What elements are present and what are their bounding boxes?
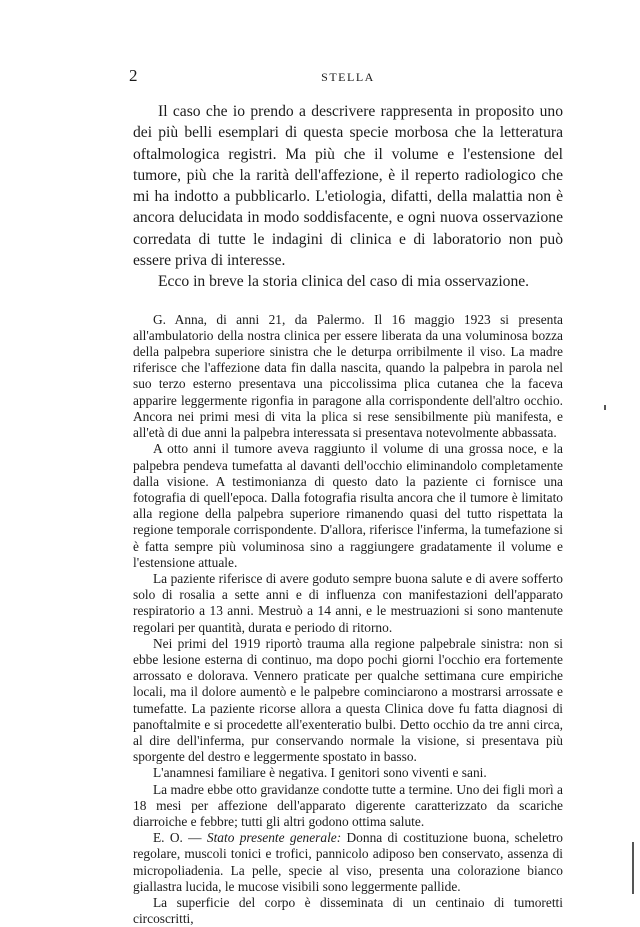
intro-section — [133, 101, 563, 293]
case-paragraph: G. Anna, di anni 21, da Palermo. Il 16 maggio 1923 si presenta all'ambulatorio della nostra clinica per essere liberata da una voluminosa bozza della palpebra superiore sinistra che le deturpa orribilmente il viso. La madre riferisce che l'affezione data fin dalla nascita, quando la palpebra in parola nel suo terzo esterno presentava una piccolissima plica cutanea che la faceva apparire leggermente rigonfia in paragone alla corrispondente dell'altro occhio. Ancora nei primi mesi di vita la plica si rese sensibilmente più manifesta, e all'età di due anni la palpebra interessata si presentava notevolmente abbassata. — [133, 311, 563, 441]
intro-paragraph: Ecco in breve la storia clinica del caso di mia osservazione. — [158, 273, 530, 291]
scan-mark — [632, 842, 634, 894]
intro-paragraph: Il caso che io prendo a descrivere rappresenta in proposito uno dei più belli esemplari di questa specie morbosa che la letteratura oftalmologica registri. Ma più che il volume e l'estensione del tumore, più che la rarità dell'affezione, è il reperto radiologico che mi ha indotto a pubblicarlo. L'etiologia, difatti, della malattia non è ancora delucidata in modo soddisfacente, e ogni nuova osservazione corredata di tutte le indagini di clinica e di laboratorio non può essere priva di interesse. — [133, 103, 563, 270]
scan-mark — [604, 405, 606, 410]
running-title: STELLA — [321, 70, 375, 84]
case-paragraph: La superficie del corpo è disseminata di un centinaio di tumoretti circoscritti, — [133, 894, 563, 927]
page-number: 2 — [129, 66, 138, 85]
case-paragraph: L'anamnesi familiare è negativa. I genitori sono viventi e sani. — [153, 765, 487, 781]
case-paragraph: Nei primi del 1919 riportò trauma alla regione palpebrale sinistra: non si ebbe lesione esterna di continuo, ma dopo pochi giorni l'occhio era fortemente arrossato e dolorava. Vennero praticate per qualche settimana cure empiriche locali, ma il dolore aumentò e le palpebre cominciarono a mostrarsi arrossate e tumefatte. La paziente ricorse allora a questa Clinica dove fu fatta diagnosi di panoftalmite e si procedette all'exenteratio bulbi. Detto occhio da tre anni circa, al dire dell'inferma, pur conservando normale la visione, si presentava più sporgente del destro e leggermente spostato in basso. — [133, 635, 563, 765]
eo-prefix: E. O. — — [153, 830, 207, 846]
page-body — [133, 101, 563, 927]
eo-text: Donna di costituzione buona, scheletro regolare, muscoli tonici e trofici, pannicolo adiposo ben conservato, assenza di micropoliadenia. La pelle, specie al viso, presenta una colorazione bianco giallastra lucida, le mucose visibili sono leggermente pallide. — [133, 830, 563, 894]
case-paragraph: A otto anni il tumore aveva raggiunto il volume di una grossa noce, e la palpebra pendeva tumefatta al davanti dell'occhio eliminandolo completamente dalla visione. A testimonianza di questo dato la paziente ci fornisce una fotografia di quell'epoca. Dalla fotografia risulta ancora che il tumore è limitato alla regione della palpebra superiore rimanendo quasi del tutto rispettata la regione temporale corrispondente. D'allora, riferisce l'inferma, la tumefazione si è fatta sempre più voluminosa sino a raggiungere gradatamente il volume e l'estensione attuale. — [133, 441, 563, 570]
case-paragraph: La paziente riferisce di avere goduto sempre buona salute e di avere sofferto solo di rosalia a sette anni e di influenza con manifestazioni dell'apparato respiratorio a 13 anni. Mestruò a 14 anni, e le mestruazioni si sono mantenute regolari per quantità, durata e periodo di ritorno. — [133, 570, 563, 635]
eo-paragraph — [133, 830, 563, 895]
case-paragraph: La madre ebbe otto gravidanze condotte tutte a termine. Uno dei figli morì a 18 mesi per affezione dell'apparato digerente caratterizzato da scariche diarroiche e febbre; tutti gli altri godono ottima salute. — [133, 781, 563, 829]
eo-heading: Stato presente generale: — [206, 830, 342, 846]
case-history — [133, 312, 563, 927]
page-header — [129, 66, 563, 86]
